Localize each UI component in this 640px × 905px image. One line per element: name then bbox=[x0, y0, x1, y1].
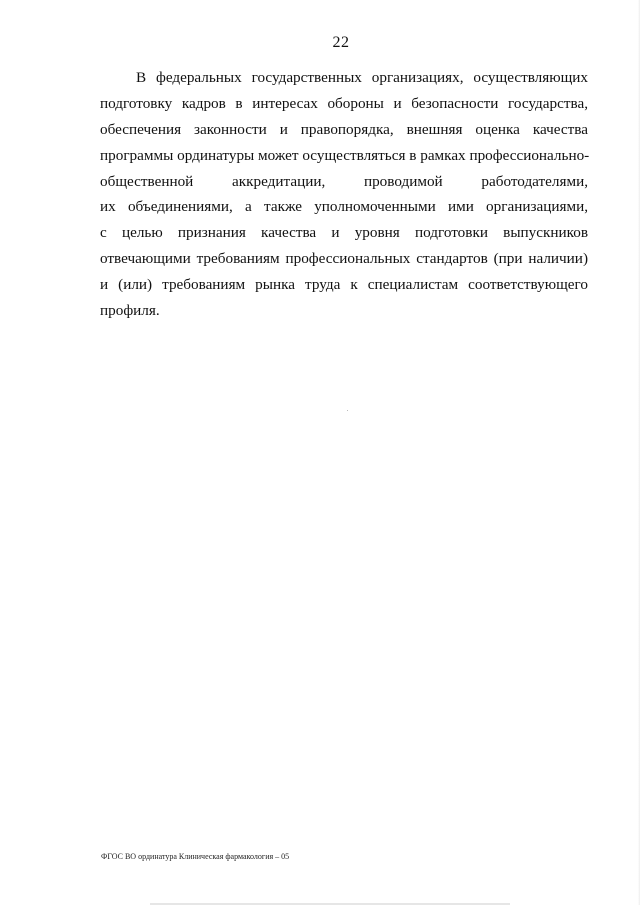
paragraph-line: с целью признания качества и уровня подготовки выпускников bbox=[100, 224, 588, 242]
paragraph-line: подготовку кадров в интересах обороны и безопасности государства, bbox=[100, 94, 588, 112]
paragraph-line: профиля. bbox=[100, 302, 160, 320]
paragraph-line: обеспечения законности и правопорядка, внешняя оценка качества bbox=[100, 120, 588, 138]
paragraph-line: общественной аккредитации, проводимой работодателями, bbox=[100, 172, 588, 190]
paragraph-line: отвечающими требованиям профессиональных стандартов (при наличии) bbox=[100, 250, 588, 268]
paragraph-line: их объединениями, а также уполномоченными ими организациями, bbox=[100, 198, 588, 216]
paragraph-line: В федеральных государственных организациях, осуществляющих bbox=[136, 69, 588, 86]
body-paragraph bbox=[100, 65, 588, 324]
page-number: 22 bbox=[332, 34, 350, 51]
paragraph-line: и (или) требованиям рынка труда к специалистам соответствующего bbox=[100, 276, 588, 294]
document-footer: ФГОС ВО ординатура Клиническая фармакология – 05 bbox=[101, 852, 290, 861]
paragraph-line: программы ординатуры может осуществляться в рамках профессионально- bbox=[100, 146, 590, 164]
scan-speck bbox=[347, 410, 348, 411]
